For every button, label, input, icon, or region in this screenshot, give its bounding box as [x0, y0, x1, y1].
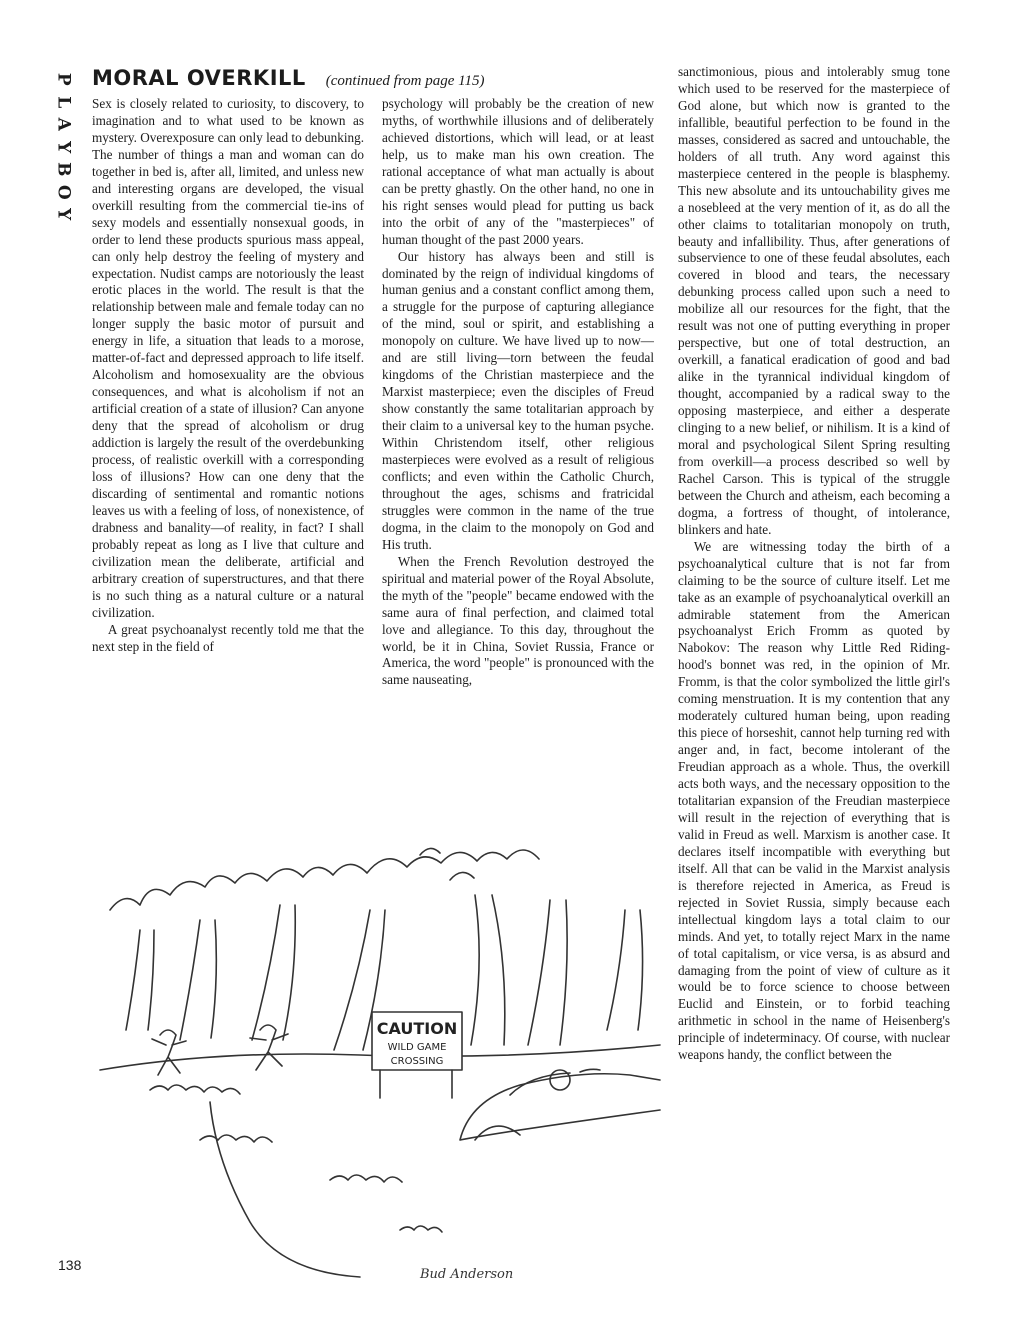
sign-wild-game: WILD GAME	[387, 1042, 447, 1053]
mag-letter: O	[53, 184, 74, 200]
mag-letter: Y	[53, 208, 74, 221]
paragraph: We are witnessing today the birth of a psychoanalytical culture that is not far from claiming to be the source of culture itself. Let me take as an example of psychoanalytical overkill an admirable statement from the American psychoanalyst Erich Fromm as quoted by Nabokov: The reason why Little Red Riding-hood's bonnet was red, in the opinion of Mr. Fromm, is that the color symbolized the little girl's coming menstruation. It is my contention that any moderately cultured human being, upon reading this piece of horseshit, cannot help turning red with anger and, in fact, become intolerant of the Freudian approach as a whole. Thus, the overkill acts both ways, and the necessary opposition to the totalitarian expansion of the Freudian masterpiece will result in the rejection of everything that is valid in Freud as well. Marxism is another case. It declares itself incompatible with everything but itself. All that can be valid in the Marxist analysis is therefore rejected in America, as Freud is rejected in Soviet Russia, simply because each intellectual kingdom lays a total claim to our minds. And yet, to totally reject Marx in the name of total capitalism, or vice versa, is as absurd and damaging from the point of view of culture as it would be to force science to choose between Euclid and Einstein, or to forbid teaching arithmetic in school in the name of Heisenberg's principle of indeterminacy. Of course, with nuclear weapons handy, the conflict between the	[678, 538, 950, 1063]
magazine-name-vertical	[52, 68, 74, 226]
article-title: MORAL OVERKILL	[92, 66, 306, 90]
mag-letter: P	[53, 72, 74, 86]
text-column-1	[92, 96, 364, 792]
cartoon-illustration	[80, 840, 670, 1285]
mag-letter: Y	[53, 140, 74, 153]
mag-letter: A	[53, 117, 74, 131]
mag-letter: B	[53, 162, 74, 177]
paragraph: psychology will probably be the creation of new myths, of worthwhile illusions and of deliberately achieved distortions, which will lead, or at least help, us to make man his own creation. The rational acceptance of what man actually is about can be pretty ghastly. On the other hand, no one in his right senses would plead for putting us back into the orbit of any of the "masterpieces" of human thought of the past 2000 years.	[382, 96, 654, 247]
paragraph: A great psychoanalyst recently told me that the next step in the field of	[92, 621, 364, 654]
mag-letter: L	[53, 95, 74, 108]
sign-crossing: CROSSING	[390, 1056, 444, 1067]
paragraph: sanctimonious, pious and intolerably smug tone which used to be reserved for the masterpiece of God alone, but which now is granted to the infallible, beautiful perfection to be found in the masses, considered as sacred and untouchable, the holders of all truth. Any word against this masterpiece centered in the people is blasphemy. This new absolute and its untouchability gives me a nosebleed at the very mention of it, as do all the other claims to totalitarian monopoly on truth, beauty and infallibility. Thus, after generations of subservience to one of these feudal absolutes, each covered in blood and tears, the necessary debunking process called upon such a need to mobilize all our resources for the fight, that the result was not one of putting everything in proper perspective, but one of total destruction, an overkill, a fanatical eradication of good and bad alike in the tyrannical individual kingdom of thought, accompanied by a radical sway to the opposing masterpiece, and either a desperate clinging to a new belief, or nihilism. It is a kind of moral and psychological Silent Spring resulting from overkill—a process described so well by Rachel Carson. This is typical of the struggle between the Church and atheism, each becoming a dogma, a fortress of thought, of intolerance, blinkers and hate.	[678, 64, 950, 537]
paragraph: Sex is closely related to curiosity, to discovery, to imagination and to what used to be known as mystery. Overexposure can only lead to debunking. The number of things a man and woman can do together in bed is, after all, limited, and unless new and interesting organs are developed, the visual overkill resulting from the commercial tie-ins of sexy models and essentially nonsexual goods, in order to lend these products spurious mass appeal, can only help destroy the feeling of mystery and expectation. Nudist camps are notoriously the least erotic places in the world. The result is that the relationship between male and female today can no longer supply the basic motor of pursuit and energy in life, a situation that leads to a morose, matter-of-fact and depressed approach to life itself. Alcoholism and homosexuality are the obvious consequences, and what is alcoholism if not an artificial creation of a state of illusion? Can anyone deny that the spread of alcoholism or drug addiction is largely the result of the overdebunking process, of realistic overkill with a corresponding loss of illusions? How can one deny that the discarding of sentimental and romantic notions leaves us with a feeling of loss, of nonexistence, of drabness and banality—of reality, in fact? I shall probably repeat as long as I live that culture and civilization mean the deliberate, artificial and arbitrary creation of superstructures, and that there is no such thing as a natural culture or a natural civilization.	[92, 96, 364, 620]
text-column-3	[678, 64, 950, 1286]
article-header	[92, 66, 485, 94]
artist-signature: Bud Anderson	[420, 1267, 514, 1282]
continued-note: (continued from page 115)	[325, 73, 485, 89]
page-number: 138	[58, 1257, 82, 1273]
paragraph: When the French Revolution destroyed the spiritual and material power of the Royal Absolute, the myth of the "people" became endowed with the same aura of final perfection, and claimed total love and allegiance. To this day, throughout the world, be it in China, Soviet Russia, France or America, the word "people" is pronounced with the same nauseating,	[382, 553, 654, 688]
paragraph: Our history has always been and still is dominated by the reign of individual kingdoms of human genius and a constant conflict among them, a struggle for the purpose of capturing allegiance of the mind, soul or spirit, and establishing a monopoly on culture. We have lived up to now—and are still living—torn between the feudal kingdoms of the Christian masterpiece and the Marxist masterpiece; even the disciples of Freud show constantly the same totalitarian approach by their claim to a universal key to the human psyche. Within Christendom itself, other religious masterpieces were evolved as a result of religious conflicts; and even within the Catholic Church, throughout the ages, schisms and fratricidal struggles were common in the name of the true dogma, in the claim to the monopoly on God and His truth.	[382, 248, 654, 552]
sign-caution: CAUTION	[376, 1019, 458, 1038]
text-column-2	[382, 96, 654, 769]
